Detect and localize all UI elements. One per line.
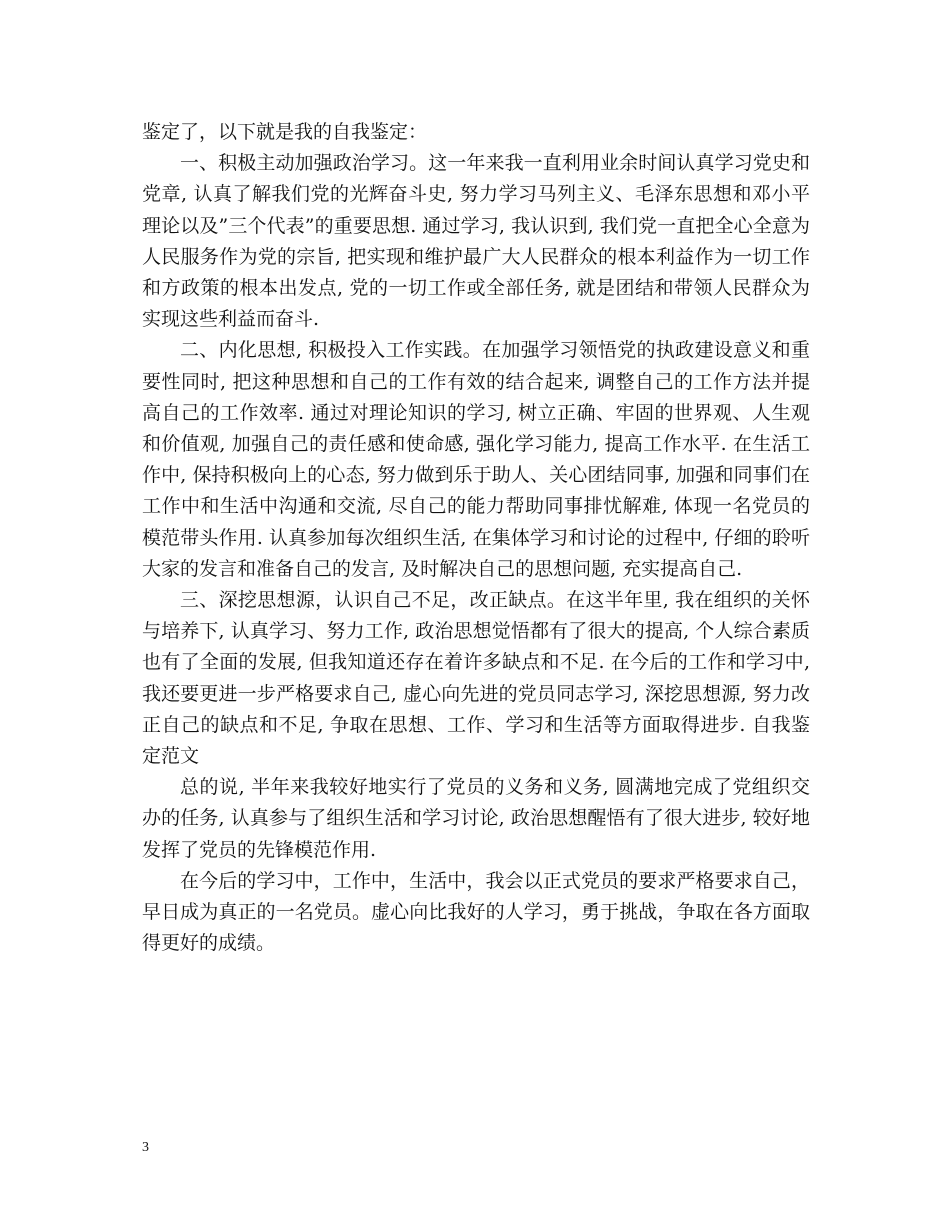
paragraph-self-improvement: 三、深挖思想源，认识自己不足，改正缺点。在这半年里, 我在组织的关怀与培养下, 认真学习、努力工作, 政治思想觉悟都有了很大的提高, 个人综合素质也有了全面的发展, 但我知道还存在着许多缺点和不足. 在今后的工作和学习中, 我还要更进一步严格要求自己, 虚心向先进的党员同志学习, 深挖思想源, 努力改正自己的缺点和不足, 争取在思想、工作、学习和生活等方面取得进步. 自我鉴定范文 [142,589,810,768]
paragraph-work-practice: 二、内化思想, 积极投入工作实践。在加强学习领悟党的执政建设意义和重要性同时, 把这种思想和自己的工作有效的结合起来, 调整自己的工作方法并提高自己的工作效率. 通过对理论知识的学习, 树立正确、牢固的世界观、人生观和价值观, 加强自己的责任感和使命感, 强化学习能力, 提高工作水平. 在生活工作中, 保持积极向上的心态, 努力做到乐于助人、关心团结同事, 加强和同事们在工作中和生活中沟通和交流, 尽自己的能力帮助同事排忧解难, 体现一名党员的模范带头作用. 认真参加每次组织生活, 在集体学习和讨论的过程中, 仔细的聆听大家的发言和准备自己的发言, 及时解决自己的思想问题, 充实提高自己. [142,339,810,580]
paragraph-future-goals: 在今后的学习中，工作中，生活中，我会以正式党员的要求严格要求自己，早日成为真正的一名党员。虚心向比我好的人学习，勇于挑战，争取在各方面取得更好的成绩。 [142,869,810,955]
paragraph-intro: 鉴定了，以下就是我的自我鉴定： [142,121,428,143]
document-body [142,117,810,959]
paragraph-political-study: 一、积极主动加强政治学习。这一年来我一直利用业余时间认真学习党史和党章, 认真了解我们党的光辉奋斗史, 努力学习马列主义、毛泽东思想和邓小平理论以及”三个代表”的重要思想. 通过学习, 我认识到, 我们党一直把全心全意为人民服务作为党的宗旨, 把实现和维护最广大人民群众的根本利益作为一切工作和方政策的根本出发点, 党的一切工作或全部任务, 就是团结和带领人民群众为实现这些利益而奋斗. [142,152,810,331]
page-number: 3 [142,1140,149,1155]
paragraph-summary: 总的说, 半年来我较好地实行了党员的义务和义务, 圆满地完成了党组织交办的任务, 认真参与了组织生活和学习讨论, 政治思想醒悟有了很大进步, 较好地发挥了党员的先锋模范作用. [142,776,810,861]
